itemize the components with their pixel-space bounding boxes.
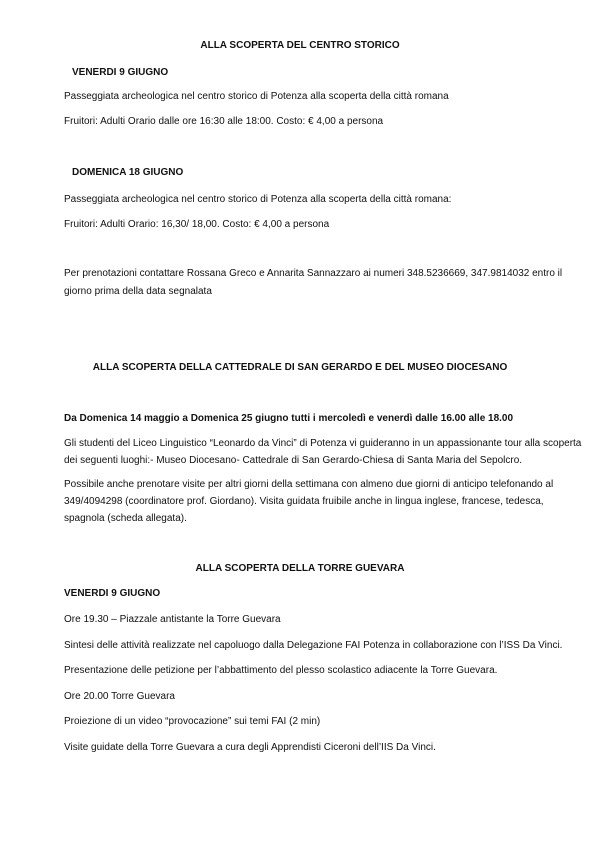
booking-paragraph-line: spagnola (scheda allegata). [64,513,187,524]
event-date-domenica: DOMENICA 18 GIUGNO [72,167,184,178]
schedule-line: Da Domenica 14 maggio a Domenica 25 giugno tutti i mercoledì e venerdì dalle 16.00 alle 18.00 [64,413,514,424]
booking-paragraph-line: 349/4094298 (coordinatore prof. Giordano). Visita guidata fruibile anche in lingua inglese, francese, tedesca, [64,496,544,507]
section-title-centro-storico: ALLA SCOPERTA DEL CENTRO STORICO [200,40,400,51]
program-item: Ore 19.30 – Piazzale antistante la Torre Guevara [64,614,281,625]
program-item: Visite guidate della Torre Guevara a cura degli Apprendisti Ciceroni dell’IIS Da Vinci. [64,742,436,753]
event-description: Passeggiata archeologica nel centro storico di Potenza alla scoperta della città romana: [64,194,452,205]
event-date-venerdi: VENERDI 9 GIUGNO [72,67,169,78]
event-date-venerdi: VENERDI 9 GIUGNO [64,588,161,599]
tour-paragraph-line: Gli studenti del Liceo Linguistico “Leonardo da Vinci” di Potenza vi guideranno in un appassionante tour alla scoperta [64,438,582,449]
booking-info-line: giorno prima della data segnalata [64,286,212,297]
section-title-torre-guevara: ALLA SCOPERTA DELLA TORRE GUEVARA [195,563,405,574]
section-title-cattedrale: ALLA SCOPERTA DELLA CATTEDRALE DI SAN GERARDO E DEL MUSEO DIOCESANO [92,362,508,373]
program-item: Sintesi delle attività realizzate nel capoluogo dalla Delegazione FAI Potenza in collaborazione con l’ISS Da Vinci. [64,640,563,651]
program-item: Proiezione di un video “provocazione” sui temi FAI (2 min) [64,716,321,727]
booking-paragraph-line: Possibile anche prenotare visite per altri giorni della settimana con almeno due giorni di anticipo telefonando al [64,479,554,490]
program-item: Presentazione delle petizione per l’abbattimento del plesso scolastico adiacente la Torre Guevara. [64,665,498,676]
event-description: Passeggiata archeologica nel centro storico di Potenza alla scoperta della città romana [64,91,449,102]
event-details: Fruitori: Adulti Orario: 16,30/ 18,00. Costo: € 4,00 a persona [64,219,330,230]
program-item: Ore 20.00 Torre Guevara [64,691,175,702]
event-details: Fruitori: Adulti Orario dalle ore 16:30 alle 18:00. Costo: € 4,00 a persona [64,116,384,127]
tour-paragraph-line: dei seguenti luoghi:- Museo Diocesano- Cattedrale di San Gerardo-Chiesa di Santa Maria del Sepolcro. [64,455,523,466]
booking-info-line: Per prenotazioni contattare Rossana Greco e Annarita Sannazzaro ai numeri 348.5236669, 347.9814032 entro il [64,268,563,279]
